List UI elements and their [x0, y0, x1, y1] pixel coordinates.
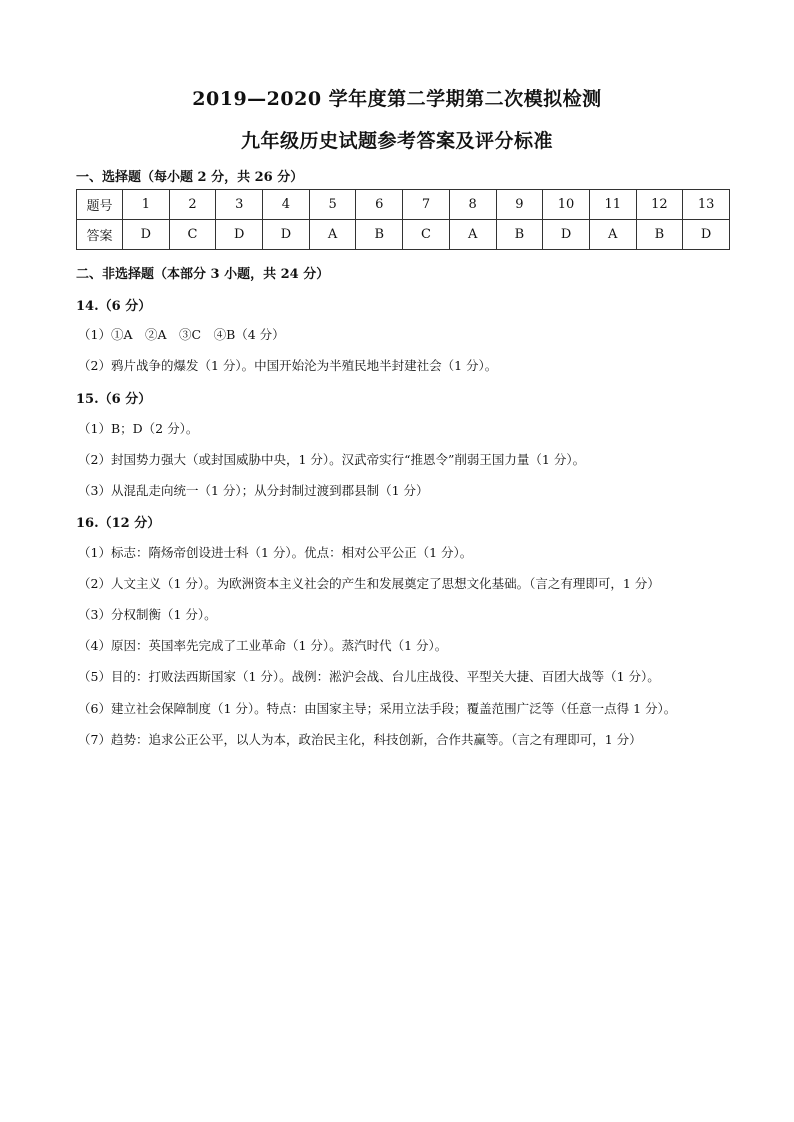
q14-answer-line: （2）鸦片战争的爆发（1 分）。中国开始沦为半殖民地半封建社会（1 分）。	[78, 358, 498, 373]
question-number-cell: 1	[123, 190, 170, 220]
question-number-cell: 6	[356, 190, 403, 220]
section2-heading: 二、非选择题（本部分 3 小题，共 24 分）	[76, 267, 330, 282]
answer-cell: C	[403, 220, 450, 250]
q16-answer-line: （1）标志：隋炀帝创设进士科（1 分）。优点：相对公平公正（1 分）。	[78, 545, 473, 560]
answer-table	[76, 189, 730, 250]
section1-heading: 一、选择题（每小题 2 分，共 26 分）	[76, 170, 304, 185]
answer-cell: D	[543, 220, 590, 250]
answer-cell: D	[216, 220, 263, 250]
question-number-cell: 8	[449, 190, 496, 220]
q16-answer-line: （5）目的：打败法西斯国家（1 分）。战例：淞沪会战、台儿庄战役、平型关大捷、百团大战等（1 分）。	[78, 669, 660, 684]
answer-cell: D	[683, 220, 730, 250]
question-number-cell: 7	[403, 190, 450, 220]
answer-key-title: 九年级历史试题参考答案及评分标准	[240, 130, 553, 152]
answer-cell: B	[636, 220, 683, 250]
question-number-cell: 12	[636, 190, 683, 220]
question-15-title: 15.（6 分）	[76, 392, 152, 407]
answer-cell: A	[309, 220, 356, 250]
question-number-cell: 9	[496, 190, 543, 220]
row-label-question: 题号	[77, 190, 123, 220]
q15-answer-line: （3）从混乱走向统一（1 分）；从分封制过渡到郡县制（1 分）	[78, 483, 429, 498]
answer-cell: A	[449, 220, 496, 250]
answer-cell: C	[169, 220, 216, 250]
q14-answer-line: （1）①A ②A ③C ④B（4 分）	[78, 327, 285, 342]
question-16-title: 16.（12 分）	[76, 516, 161, 531]
answer-cell: A	[589, 220, 636, 250]
question-number-cell: 2	[169, 190, 216, 220]
q15-answer-line: （2）封国势力强大（或封国威胁中央，1 分）。汉武帝实行“推恩令”削弱王国力量（1 分）。	[78, 452, 586, 467]
question-number-cell: 3	[216, 190, 263, 220]
question-number-cell: 10	[543, 190, 590, 220]
q16-answer-line: （4）原因：英国率先完成了工业革命（1 分）。蒸汽时代（1 分）。	[78, 638, 448, 653]
q16-answer-line: （6）建立社会保障制度（1 分）。特点：由国家主导；采用立法手段；覆盖范围广泛等（任意一点得 1 分）。	[78, 701, 677, 716]
row-label-answer: 答案	[77, 220, 123, 250]
question-number-cell: 5	[309, 190, 356, 220]
question-14-title: 14.（6 分）	[76, 299, 152, 314]
question-number-row	[77, 190, 730, 220]
question-number-cell: 11	[589, 190, 636, 220]
question-number-cell: 13	[683, 190, 730, 220]
answer-cell: D	[123, 220, 170, 250]
answer-row	[77, 220, 730, 250]
answer-cell: B	[356, 220, 403, 250]
answer-cell: B	[496, 220, 543, 250]
exam-title: 2019—2020 学年度第二学期第二次模拟检测	[192, 88, 602, 110]
answer-cell: D	[263, 220, 310, 250]
question-number-cell: 4	[263, 190, 310, 220]
q15-answer-line: （1）B；D（2 分）。	[78, 421, 199, 436]
q16-answer-line: （2）人文主义（1 分）。为欧洲资本主义社会的产生和发展奠定了思想文化基础。（言之有理即可，1 分）	[78, 576, 660, 591]
q16-answer-line: （3）分权制衡（1 分）。	[78, 607, 217, 622]
q16-answer-line: （7）趋势：追求公正公平，以人为本，政治民主化，科技创新，合作共赢等。（言之有理即可，1 分）	[78, 732, 642, 747]
